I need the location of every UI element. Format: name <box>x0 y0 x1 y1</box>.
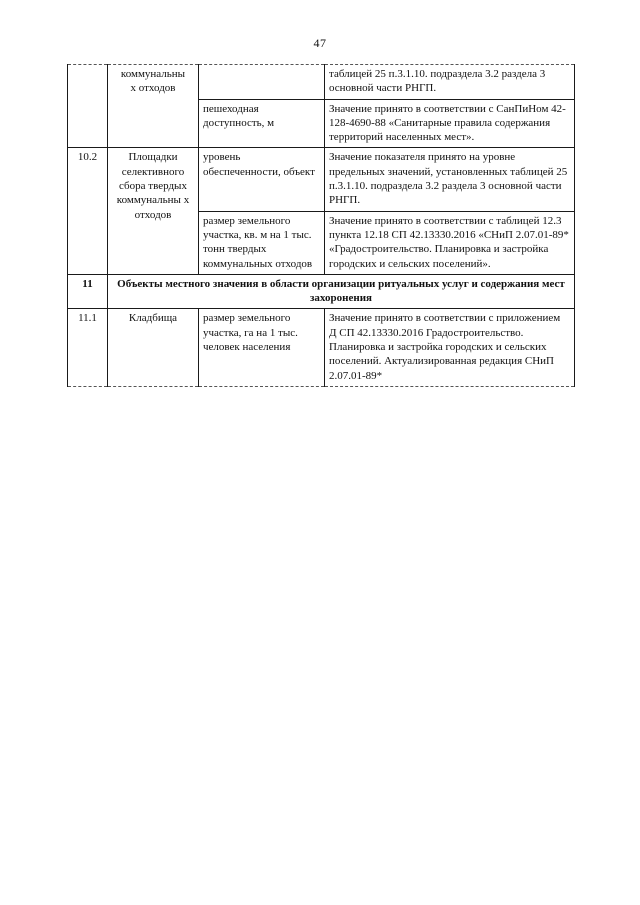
indicator-cell <box>199 99 325 148</box>
table-row <box>68 148 575 211</box>
section-number-cell <box>68 274 108 309</box>
object-name-cell <box>108 148 199 274</box>
row-number-cell <box>68 309 108 386</box>
indicator-text: уровень обеспеченности, объект <box>203 151 315 178</box>
section-title-cell <box>108 274 575 309</box>
note-cell <box>325 65 575 100</box>
note-cell <box>325 211 575 274</box>
table-row <box>68 309 575 386</box>
note-cell <box>325 148 575 211</box>
note-text: таблицей 25 п.3.1.10. подраздела 3.2 раздела 3 основной части РНГП. <box>329 68 546 95</box>
note-text: Значение показателя принято на уровне предельных значений, установленных таблицей 25 п.3.1.10. подраздела 3.2 раздела 3 основной части РНГП. <box>329 151 568 207</box>
norms-table <box>67 64 575 387</box>
object-name-cell <box>108 65 199 148</box>
object-name: Кладбища <box>128 312 178 325</box>
section-title: Объекты местного значения в области организации ритуальных услуг и содержания мест захоронения <box>117 277 565 305</box>
row-number: 11.1 <box>78 312 97 325</box>
row-number: 10.2 <box>77 151 98 164</box>
note-cell <box>325 309 575 386</box>
note-cell <box>325 99 575 148</box>
indicator-cell <box>199 65 325 100</box>
indicator-text: размер земельного участка, га на 1 тыс. человек населения <box>203 312 298 354</box>
indicator-cell <box>199 148 325 211</box>
section-number: 11 <box>82 277 93 290</box>
note-text: Значение принято в соответствии с приложением Д СП 42.13330.2016 Градостроительство. Планировка и застройка городских и сельских поселений. Актуализированная редакция СНиП 2.07.01-89* <box>329 312 561 382</box>
indicator-cell <box>199 309 325 386</box>
row-number-cell <box>68 65 108 148</box>
object-name: коммунальны х отходов <box>120 68 186 95</box>
section-header-row <box>68 274 575 309</box>
object-name-cell <box>108 309 199 386</box>
note-text: Значение принято в соответствии с СанПиНом 42-128-4690-88 «Санитарные правила содержания территорий населенных мест». <box>329 102 566 144</box>
object-name: Площадки селективного сбора твердых коммунальны х отходов <box>116 151 190 221</box>
page-number: 47 <box>313 36 327 50</box>
indicator-cell <box>199 211 325 274</box>
note-text: Значение принято в соответствии с таблицей 12.3 пункта 12.18 СП 42.13330.2016 «СНиП 2.07.01-89* «Градостроительство. Планировка и застройка городских и сельских поселений». <box>329 214 569 270</box>
indicator-text: размер земельного участка, кв. м на 1 тыс. тонн твердых коммунальных отходов <box>203 214 313 270</box>
indicator-text: пешеходная доступность, м <box>203 102 275 129</box>
row-number-cell <box>68 148 108 274</box>
table-row <box>68 65 575 100</box>
